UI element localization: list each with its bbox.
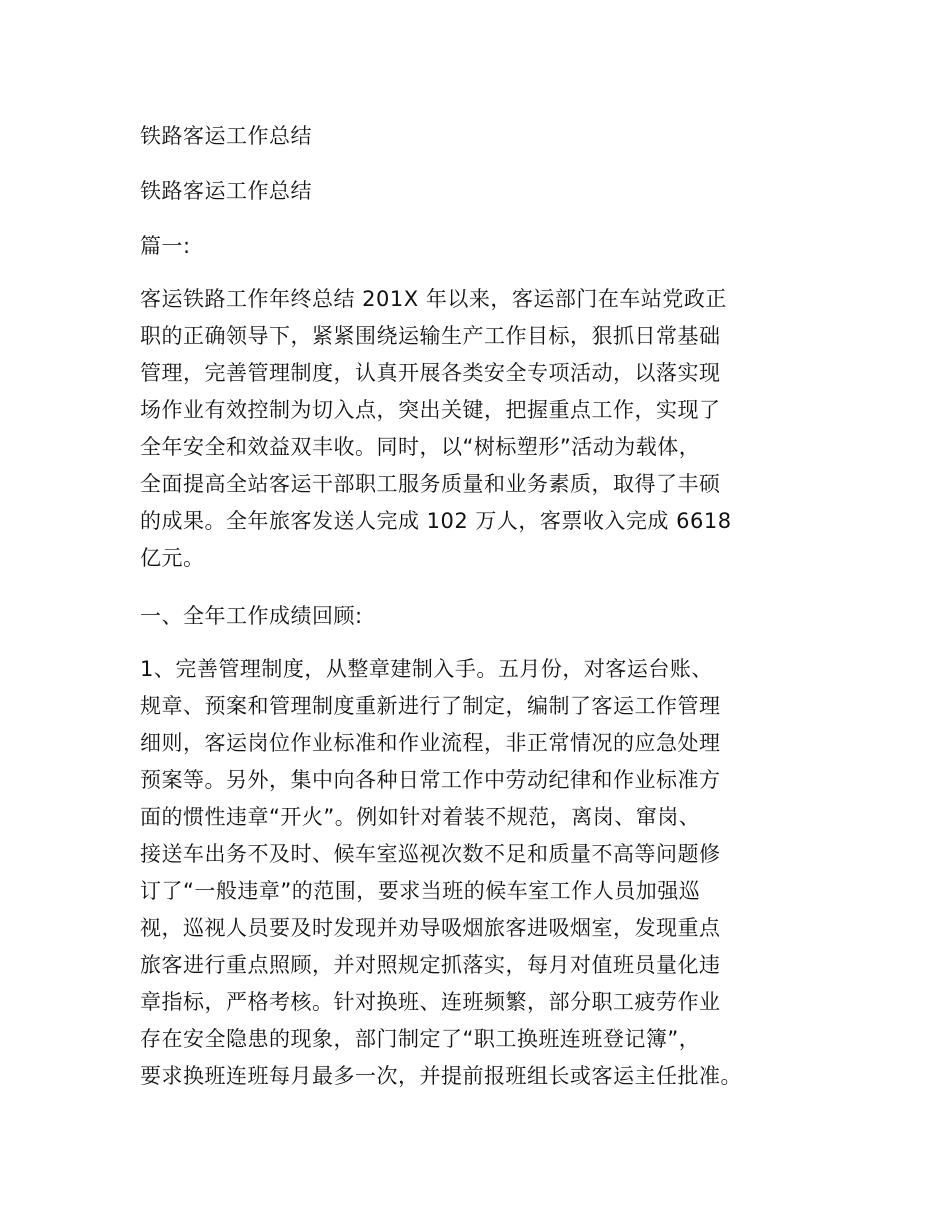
document-title: 铁路客运工作总结: [140, 124, 312, 148]
item-1-paragraph: [140, 653, 815, 1097]
paragraph-line: 面的惯性违章“开火”。例如针对着装不规范，离岗、窜岗、: [140, 805, 701, 829]
document-subtitle: 铁路客运工作总结: [140, 179, 312, 203]
paragraph-line: 管理，完善管理制度，认真开展各类安全专项活动，以落实现: [140, 361, 721, 385]
intro-paragraph: [140, 283, 815, 579]
paragraph-line: 存在安全隐患的现象，部门制定了“职工换班连班登记簿”，: [140, 1027, 701, 1051]
section-heading: 一、全年工作成绩回顾:: [140, 604, 363, 628]
paragraph-line: 预案等。另外，集中向各种日常工作中劳动纪律和作业标准方: [140, 768, 721, 792]
section-label: 篇一:: [140, 234, 191, 258]
paragraph-line: 1、完善管理制度，从整章建制入手。五月份，对客运台账、: [140, 657, 713, 681]
paragraph-line: 章指标，严格考核。针对换班、连班频繁，部分职工疲劳作业: [140, 990, 721, 1014]
paragraph-line: 的成果。全年旅客发送人完成 102 万人，客票收入完成 6618: [140, 509, 732, 533]
paragraph-line: 客运铁路工作年终总结 201X 年以来，客运部门在车站党政正: [140, 287, 727, 311]
paragraph-line: 订了“一般违章”的范围，要求当班的候车室工作人员加强巡: [140, 879, 701, 903]
paragraph-line: 细则，客运岗位作业标准和作业流程，非正常情况的应急处理: [140, 731, 721, 755]
paragraph-line: 全年安全和效益双丰收。同时，以“树标塑形”活动为载体，: [140, 435, 701, 459]
paragraph-line: 全面提高全站客运干部职工服务质量和业务素质，取得了丰硕: [140, 472, 721, 496]
paragraph-line: 亿元。: [140, 546, 205, 570]
paragraph-line: 场作业有效控制为切入点，突出关键，把握重点工作，实现了: [140, 398, 721, 422]
paragraph-line: 职的正确领导下，紧紧围绕运输生产工作目标，狠抓日常基础: [140, 324, 721, 348]
paragraph-line: 规章、预案和管理制度重新进行了制定，编制了客运工作管理: [140, 694, 721, 718]
document-body: [140, 118, 815, 1116]
paragraph-line: 旅客进行重点照顾，并对照规定抓落实，每月对值班员量化违: [140, 953, 721, 977]
paragraph-line: 要求换班连班每月最多一次，并提前报班组长或客运主任批准。: [140, 1064, 742, 1088]
paragraph-line: 视，巡视人员要及时发现并劝导吸烟旅客进吸烟室，发现重点: [140, 916, 721, 940]
paragraph-line: 接送车出务不及时、候车室巡视次数不足和质量不高等问题修: [140, 842, 721, 866]
